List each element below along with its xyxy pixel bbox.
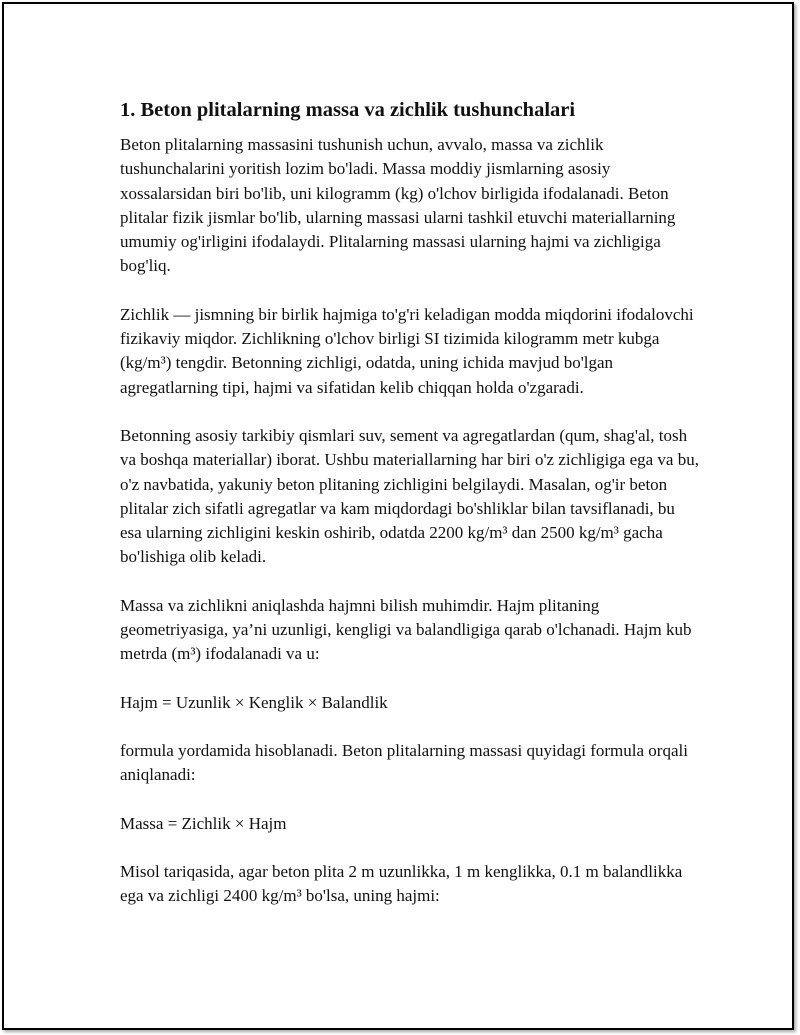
formula-mass: Massa = Zichlik × Hajm (120, 813, 287, 833)
section-heading: 1. Beton plitalarning massa va zichlik tushunchalari (120, 99, 576, 121)
paragraph-volume-intro: Massa va zichlikni aniqlashda hajmni bilish muhimdir. Hajm plitaning geometriyasiga, ya’ni uzunligi, kengligi va balandligiga qarab o'lchanadi. Hajm kub metrda (m³) ifodalanadi va u: (120, 595, 692, 664)
paragraph-density-definition: Zichlik — jismning bir birlik hajmiga to'g'ri keladigan modda miqdorini ifodalovchi fizikaviy miqdor. Zichlikning o'lchov birligi SI tizimida kilogramm metr kubga (kg/m³) tengdir. Betonning zichligi, odatda, uning ichida mavjud bo'lgan agregatlarning tipi, hajmi va sifatidan kelib chiqqan holda o'zgaradi. (120, 304, 694, 397)
paragraph-example: Misol tariqasida, agar beton plita 2 m uzunlikka, 1 m kenglikka, 0.1 m balandlikka ega va zichligi 2400 kg/m³ bo'lsa, uning hajmi: (120, 861, 683, 906)
paragraph-mass-formula-intro: formula yordamida hisoblanadi. Beton plitalarning massasi quyidagi formula orqali aniqlanadi: (120, 740, 688, 785)
paragraph-concrete-composition: Betonning asosiy tarkibiy qismlari suv, sement va agregatlardan (qum, shag'al, tosh va boshqa materiallar) iborat. Ushbu materiallarning har biri o'z zichligiga ega va bu, o'z navbatida, yakuniy beton plitaning zichligini belgilaydi. Masalan, og'ir beton plitalar zich sifatli agregatlar va kam miqdordagi bo'shliklar bilan tavsiflanadi, bu esa ularning zichligini keskin oshirib, odatda 2200 kg/m³ dan 2500 kg/m³ gacha bo'lishiga olib keladi. (120, 425, 699, 567)
paragraph-mass-definition: Beton plitalarning massasini tushunish uchun, avvalo, massa va zichlik tushunchalarini yoritish lozim bo'ladi. Massa moddiy jismlarning asosiy xossalarsidan biri bo'lib, uni kilogramm (kg) o'lchov birligida ifodalanadi. Beton plitalar fizik jismlar bo'lib, ularning massasi ularni tashkil etuvchi materiallarning umumiy og'irligini ifodalaydi. Plitalarning massasi ularning hajmi va zichligiga bog'liq. (120, 135, 676, 276)
formula-volume: Hajm = Uzunlik × Kenglik × Balandlik (120, 692, 388, 712)
document-page (2, 2, 794, 1030)
document-body (120, 97, 700, 932)
